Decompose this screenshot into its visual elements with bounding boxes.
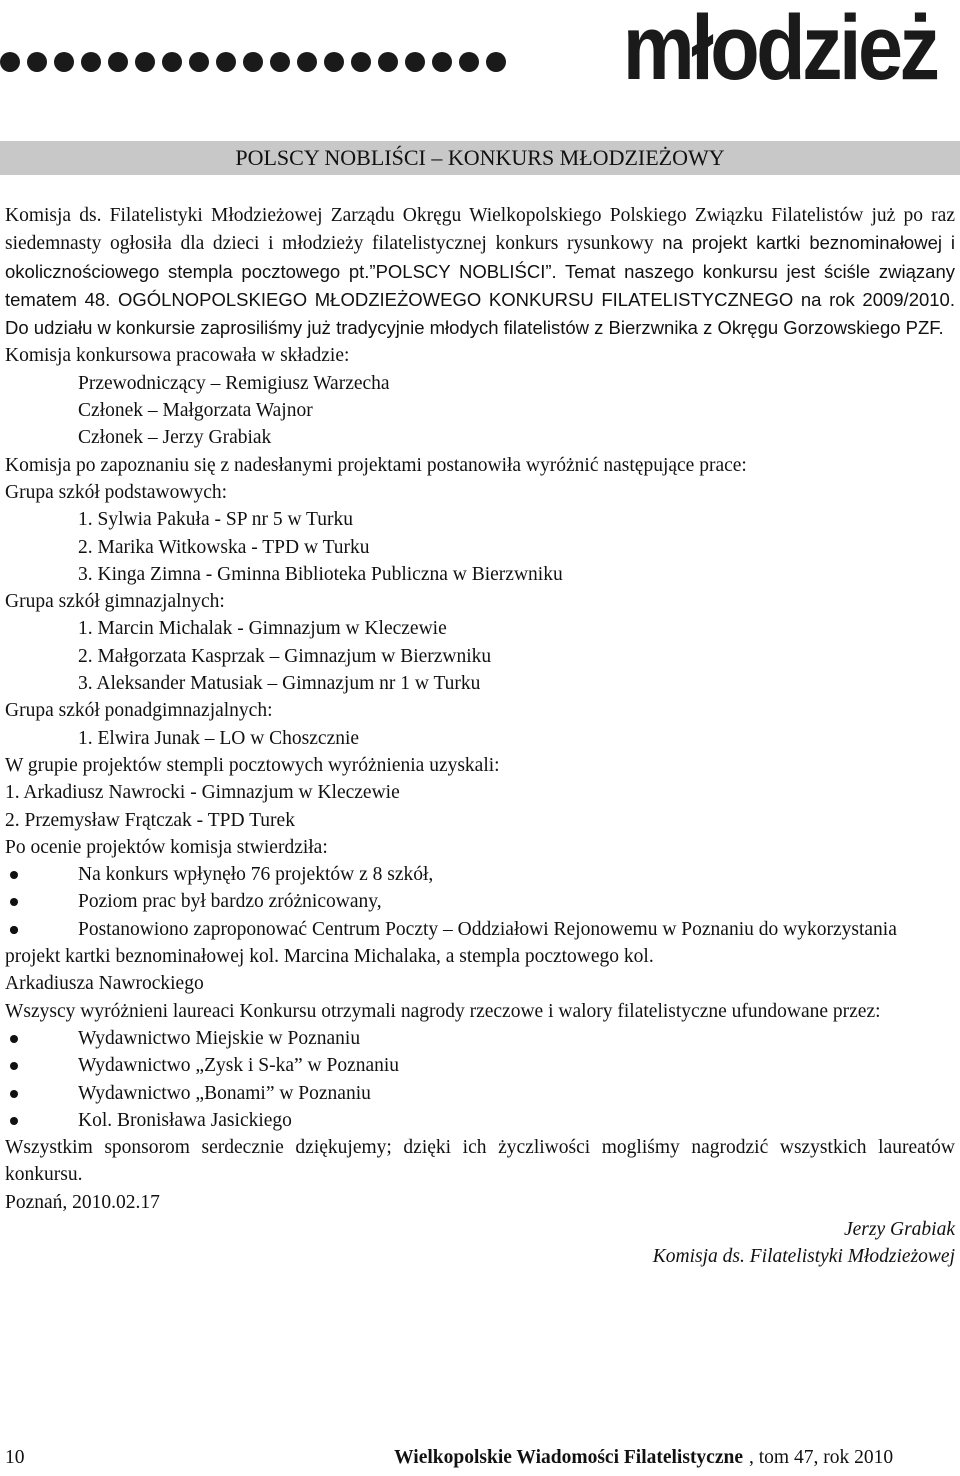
sponsor-item: Wydawnictwo „Zysk i S-ka” w Poznaniu: [5, 1052, 955, 1079]
finding-bullet: Poziom prac był bardzo zróżnicowany,: [5, 888, 955, 915]
article-title-bar: [0, 141, 960, 175]
signature-name: Jerzy Grabiak: [843, 1218, 955, 1240]
section-header: [0, 0, 960, 100]
sponsor-item: Kol. Bronisława Jasickiego: [5, 1107, 955, 1134]
findings-heading: Po ocenie projektów komisja stwierdziła:: [5, 836, 328, 858]
header-dots-decoration: [0, 52, 506, 72]
place-date: Poznań, 2010.02.17: [5, 1191, 160, 1213]
stamp-award-entry: 1. Arkadiusz Nawrocki - Gimnazjum w Kleczewie: [5, 782, 400, 804]
intro-paragraph: [5, 202, 955, 342]
section-header-word: młodzież: [622, 0, 936, 99]
article-title: POLSCY NOBLIŚCI – KONKURS MŁODZIEŻOWY: [235, 145, 725, 170]
publication-volume: , tom 47, rok 2010: [749, 1447, 894, 1468]
award-entry: 1. Elwira Junak – LO w Choszcznie: [78, 727, 360, 749]
bullet-marker: [10, 926, 18, 934]
award-entry: 1. Sylwia Pakuła - SP nr 5 w Turku: [78, 509, 354, 531]
award-entry: 2. Małgorzata Kasprzak – Gimnazjum w Bierzwniku: [78, 645, 492, 667]
finding-bullet: Na konkurs wpłynęło 76 projektów z 8 szkół,: [5, 861, 955, 888]
article-body: [5, 202, 955, 1271]
intro-text-sans: na projekt kartki beznominałowej i okolicznościowego stempla pocztowego pt.”POLSCY NOBLIŚCI”. Temat naszego konkursu jest ściśle związany tematem 48. OGÓLNOPOLSKIEGO MŁODZIEŻOWEGO KONKURSU FILATELISTYCZNEGO na rok 2009/2010. Do udziału w konkursie zaprosiliśmy już tradycyjnie młodych filatelistów z Bierzwnika z Okręgu Gorzowskiego PZF.: [5, 232, 956, 339]
group-heading: Grupa szkół podstawowych:: [5, 481, 228, 503]
commission-heading: Komisja konkursowa pracowała w składzie:: [5, 345, 350, 367]
finding-bullet-tail: Arkadiusza Nawrockiego: [5, 973, 204, 995]
award-entry: 1. Marcin Michalak - Gimnazjum w Kleczewie: [78, 618, 447, 640]
prizes-text: Wszyscy wyróżnieni laureaci Konkursu otrzymali nagrody rzeczowe i walory filatelistyczne ufundowane przez:: [5, 1000, 881, 1022]
intro-text-serif: Komisja ds. Filatelistyki Młodzieżowej Zarządu Okręgu Wielkopolskiego Polskiego Związku Filatelistów już po raz siedemnasty ogłosiła dla dzieci i młodzieży filatelistycznej konkurs rysunkowy: [5, 205, 955, 255]
finding-bullet-long: [5, 916, 955, 971]
commission-member: Członek – Małgorzata Wajnor: [78, 400, 313, 422]
publication-title: Wielkopolskie Wiadomości Filatelistyczne: [394, 1447, 743, 1468]
page-number: 10: [5, 1447, 25, 1468]
award-entry: 3. Kinga Zimna - Gminna Biblioteka Publiczna w Bierzwniku: [78, 563, 563, 585]
thanks-text: Wszystkim sponsorom serdecznie dziękujemy; dzięki ich życzliwości mogliśmy nagrodzić wszystkich laureatów konkursu.: [5, 1137, 955, 1186]
group-heading: Grupa szkół ponadgimnazjalnych:: [5, 700, 273, 722]
commission-member: Członek – Jerzy Grabiak: [78, 427, 272, 449]
stamps-heading: W grupie projektów stempli pocztowych wyróżnienia uzyskali:: [5, 754, 500, 776]
commission-member: Przewodniczący – Remigiusz Warzecha: [78, 372, 390, 394]
award-entry: 2. Marika Witkowska - TPD w Turku: [78, 536, 370, 558]
sponsor-item: Wydawnictwo „Bonami” w Poznaniu: [5, 1080, 955, 1107]
award-entry: 3. Aleksander Matusiak – Gimnazjum nr 1 w Turku: [78, 673, 481, 695]
sponsor-item: Wydawnictwo Miejskie w Poznaniu: [5, 1025, 955, 1052]
group-heading: Grupa szkół gimnazjalnych:: [5, 591, 225, 613]
decision-text: Komisja po zapoznaniu się z nadesłanymi projektami postanowiła wyróżnić następujące prace:: [5, 454, 747, 476]
finding-bullet-text: Postanowiono zaproponować Centrum Poczty – Oddziałowi Rejonowemu w Poznaniu do wykorzystania projekt kartki beznominałowej kol. Marcina Michalaka, a stempla pocztowego kol.: [5, 918, 897, 968]
signature-role: Komisja ds. Filatelistyki Młodzieżowej: [652, 1246, 955, 1268]
stamp-award-entry: 2. Przemysław Frątczak - TPD Turek: [5, 809, 295, 831]
